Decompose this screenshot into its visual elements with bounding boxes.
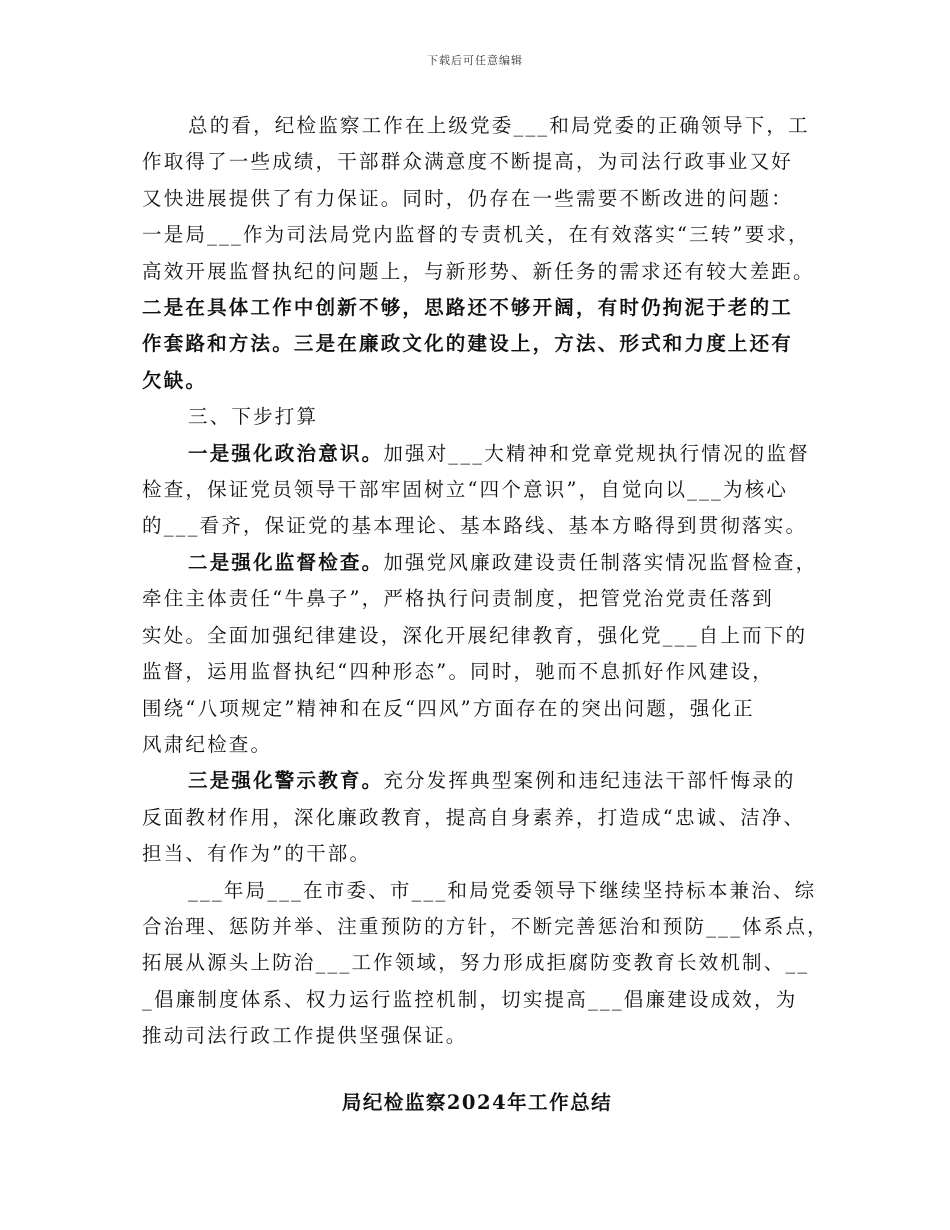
- plan-item-2-line: 牵住主体责任“牛鼻子”，严格执行问责制度，把管党治党责任落到: [142, 587, 774, 611]
- plan-item-1-text: 加强对___大精神和党章党规执行情况的监督: [383, 441, 810, 465]
- next-document-title: 局纪检监察2024年工作总结: [341, 1090, 613, 1114]
- summary-paragraph: [142, 108, 815, 399]
- plan-item-3-lead: 三是强化警示教育。: [188, 769, 384, 793]
- closing-line: 推动司法行政工作提供坚强保证。: [142, 1024, 468, 1048]
- summary-line: 高效开展监督执纪的问题上，与新形势、新任务的需求还有较大差距。: [142, 259, 815, 283]
- plan-item-3: [142, 763, 812, 872]
- plan-item-3-line: 担当、有作为”的干部。: [142, 842, 372, 866]
- closing-line: 合治理、惩防并举、注重预防的方针，不断完善惩治和预防___体系点，: [142, 914, 829, 938]
- document-body: [142, 108, 829, 1121]
- summary-line: 作取得了一些成绩，干部群众满意度不断提高，为司法行政事业又好: [142, 150, 794, 174]
- plan-item-2-lead: 二是强化监督检查。: [188, 550, 384, 574]
- summary-bold-line: 二是在具体工作中创新不够，思路还不够开阔，有时仍拘泥于老的工: [142, 296, 794, 320]
- plan-item-2-text: 加强党风廉政建设责任制落实情况监督检查，: [383, 550, 818, 574]
- plan-item-1-line: 的___看齐，保证党的基本理论、基本路线、基本方略得到贯彻落实。: [142, 514, 808, 538]
- page-header-note: 下载后可任意编辑: [427, 54, 523, 67]
- plan-item-3-text: 充分发挥典型案例和违纪违法干部忏悔录的: [383, 769, 796, 793]
- plan-item-2-line: 监督，运用监督执纪“四种形态”。同时，驰而不息抓好作风建设，: [142, 660, 774, 684]
- plan-item-2-line: 围绕“八项规定”精神和在反“四风”方面存在的突出问题，强化正: [142, 696, 755, 720]
- plan-item-3-line: 反面教材作用，深化廉政教育，提高自身素养，打造成“忠诚、洁净、: [142, 805, 806, 829]
- summary-bold-line: 欠缺。: [142, 368, 208, 392]
- plan-item-1-first-line: [142, 436, 812, 472]
- summary-line: 总的看，纪检监察工作在上级党委___和局党委的正确领导下，工: [188, 114, 810, 137]
- summary-line: 又快进展提供了有力保证。同时，仍存在一些需要不断改进的问题：: [142, 186, 794, 210]
- plan-item-1: [142, 436, 812, 545]
- closing-line: _倡廉制度体系、权力运行监控机制，切实提高___倡廉建设成效，为: [142, 987, 798, 1011]
- plan-item-2: [142, 545, 818, 763]
- summary-line: 一是局___作为司法局党内监督的专责机关，在有效落实“三转”要求，: [142, 223, 810, 247]
- closing-line: 拓展从源头上防治___工作领域，努力形成拒腐防变教育长效机制、__: [142, 951, 810, 975]
- section-heading: [142, 399, 812, 435]
- plan-item-2-line: 风肃纪检查。: [142, 732, 273, 756]
- closing-paragraph: [142, 873, 829, 1055]
- plan-item-2-first-line: [142, 545, 818, 581]
- summary-bold-line: 作套路和方法。三是在廉政文化的建设上，方法、形式和力度上还有: [142, 332, 794, 356]
- plan-item-2-line: 实处。全面加强纪律建设，深化开展纪律教育，强化党___自上而下的: [142, 623, 808, 647]
- plan-item-3-first-line: [142, 763, 812, 799]
- closing-line: ___年局___在市委、市___和局党委领导下继续坚持标本兼治、综: [188, 878, 817, 902]
- plan-item-1-lead: 一是强化政治意识。: [188, 441, 384, 465]
- plan-item-1-line: 检查，保证党员领导干部牢固树立“四个意识”，自觉向以___为核心: [142, 478, 789, 502]
- section-3-heading: 三、下步打算: [188, 405, 319, 429]
